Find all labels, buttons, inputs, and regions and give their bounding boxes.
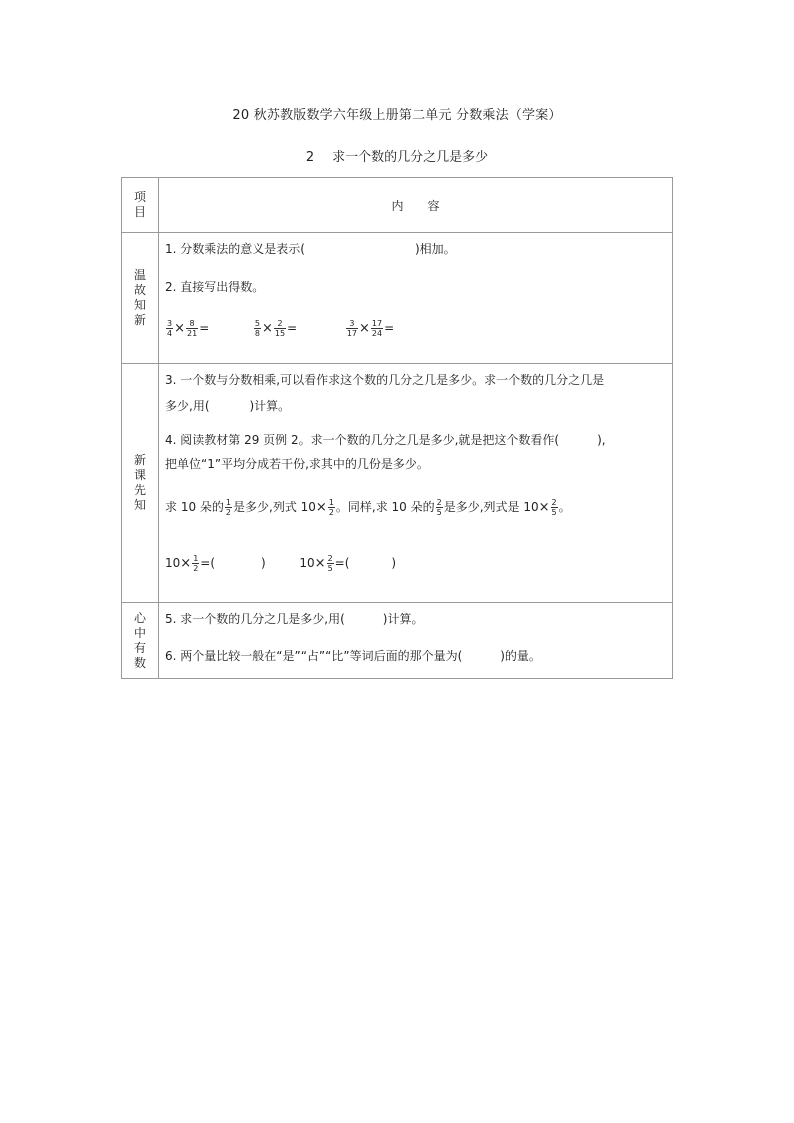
fraction — [225, 498, 232, 517]
example-line — [165, 494, 666, 520]
calc-number: 10 — [165, 556, 181, 570]
numerator: 2 — [436, 498, 442, 507]
lesson-number: 2 — [305, 150, 315, 165]
fraction — [551, 498, 558, 517]
example-text: 。 — [558, 500, 571, 514]
calc-open: =( — [334, 556, 350, 570]
section-label-preview — [122, 364, 159, 603]
section-row-preview — [122, 364, 673, 603]
denominator: 21 — [187, 329, 198, 338]
denominator: 2 — [328, 508, 334, 517]
times-sign: × — [262, 321, 273, 336]
denominator: 2 — [225, 508, 231, 517]
question-4-line-2: 把单位“1”平均分成若干份,求其中的几份是多少。 — [165, 457, 429, 471]
fraction — [254, 319, 261, 338]
denominator: 2 — [193, 564, 199, 573]
section-label-text — [122, 611, 158, 671]
example-text: 。同样,求 10 朵的 — [335, 500, 435, 514]
section-label-review — [122, 233, 159, 364]
fraction — [274, 319, 286, 338]
denominator: 24 — [371, 329, 383, 338]
question-4-suffix: ), — [597, 433, 606, 447]
numerator: 2 — [551, 498, 557, 507]
worksheet-table — [121, 177, 673, 679]
section-label-text — [122, 268, 158, 328]
times-sign: × — [315, 500, 327, 515]
denominator: 8 — [254, 329, 260, 338]
numerator: 5 — [254, 319, 260, 328]
question-6 — [165, 646, 666, 666]
expression-3 — [345, 319, 395, 338]
numerator: 1 — [225, 498, 231, 507]
example-text: 是多少,列式是 10 — [443, 500, 539, 514]
times-sign: × — [359, 321, 370, 336]
numerator: 1 — [193, 554, 199, 563]
question-3-line-1: 3. 一个数与分数相乘,可以看作求这个数的几分之几是多少。求一个数的几分之几是 — [165, 373, 605, 387]
fraction — [192, 554, 199, 573]
question-5-suffix: )计算。 — [382, 612, 424, 626]
numerator: 2 — [327, 554, 333, 563]
calc-open: =( — [200, 556, 216, 570]
equals-sign: = — [384, 321, 395, 335]
fraction — [346, 319, 358, 338]
section-content-summary — [159, 603, 673, 679]
fraction — [166, 319, 173, 338]
question-5 — [165, 609, 666, 629]
question-3-suffix: )计算。 — [249, 399, 291, 413]
question-4-line-1 — [165, 430, 666, 450]
fraction — [328, 498, 335, 517]
section-label-char: 新 — [133, 313, 146, 327]
column-header-project — [122, 178, 159, 233]
equals-sign: = — [287, 321, 298, 335]
question-1 — [165, 239, 666, 259]
section-label-char: 有 — [133, 640, 146, 655]
section-label-char: 知 — [133, 498, 146, 512]
calculation-line — [165, 550, 666, 576]
column-header-project-text: 项 目 — [133, 190, 146, 219]
section-content-review — [159, 233, 673, 364]
section-label-char: 心 — [133, 610, 146, 625]
question-4-text: 4. 阅读教材第 29 页例 2。求一个数的几分之几是多少,就是把这个数看作( — [165, 433, 560, 447]
denominator: 17 — [346, 329, 357, 338]
calc-close: ) — [391, 556, 397, 570]
numerator: 3 — [346, 319, 358, 329]
example-text: 求 10 朵的 — [165, 500, 224, 514]
numerator: 3 — [167, 319, 173, 328]
denominator: 5 — [551, 508, 557, 517]
calc-number: 10 — [299, 556, 315, 570]
expression-1 — [165, 319, 213, 338]
question-2: 2. 直接写出得数。 — [165, 280, 265, 294]
lesson-heading — [0, 146, 794, 165]
section-label-char: 中 — [133, 625, 146, 640]
numerator: 1 — [328, 498, 334, 507]
fraction — [371, 319, 383, 338]
fraction — [327, 554, 334, 573]
numerator: 8 — [186, 319, 198, 329]
section-content-preview — [159, 364, 673, 603]
section-label-char: 数 — [133, 655, 146, 670]
question-3-text: 多少,用( — [165, 399, 210, 413]
section-label-char: 新 — [133, 453, 146, 467]
question-6-suffix: )的量。 — [500, 649, 541, 663]
section-label-summary — [122, 603, 159, 679]
numerator: 17 — [371, 319, 383, 328]
denominator: 5 — [327, 564, 333, 573]
fraction — [436, 498, 443, 517]
question-5-text: 5. 求一个数的几分之几是多少,用( — [165, 612, 345, 626]
times-sign: × — [538, 500, 550, 515]
section-label-text — [122, 453, 158, 513]
document-title: 20 秋苏教版数学六年级上册第二单元 分数乘法（学案） — [232, 108, 562, 123]
section-label-char: 故 — [133, 283, 146, 297]
section-label-char: 课 — [133, 468, 146, 482]
section-label-char: 温 — [133, 268, 146, 282]
calc-close: ) — [261, 556, 266, 570]
section-row-review — [122, 233, 673, 364]
question-1-text: 1. 分数乘法的意义是表示( — [165, 242, 305, 256]
question-6-text: 6. 两个量比较一般在“是”“占”“比”等词后面的那个量为( — [165, 649, 463, 663]
expression-row — [165, 314, 666, 342]
denominator: 5 — [436, 508, 442, 517]
denominator: 4 — [167, 329, 173, 338]
fraction — [186, 319, 198, 338]
column-header-content: 内 容 — [159, 178, 673, 233]
table-header-row — [122, 178, 673, 233]
times-sign: × — [174, 321, 185, 336]
example-text: 是多少,列式 10 — [233, 500, 316, 514]
times-sign: × — [180, 556, 192, 571]
section-label-char: 先 — [133, 483, 146, 497]
denominator: 15 — [274, 329, 286, 338]
question-3-line-2 — [165, 396, 666, 416]
equals-sign: = — [199, 321, 210, 335]
section-row-summary — [122, 603, 673, 679]
numerator: 2 — [274, 319, 286, 329]
times-sign: × — [314, 556, 326, 571]
expression-2 — [253, 319, 301, 338]
question-1-suffix: )相加。 — [414, 242, 456, 256]
section-label-char: 知 — [133, 298, 146, 312]
lesson-title: 求一个数的几分之几是多少 — [332, 150, 489, 165]
